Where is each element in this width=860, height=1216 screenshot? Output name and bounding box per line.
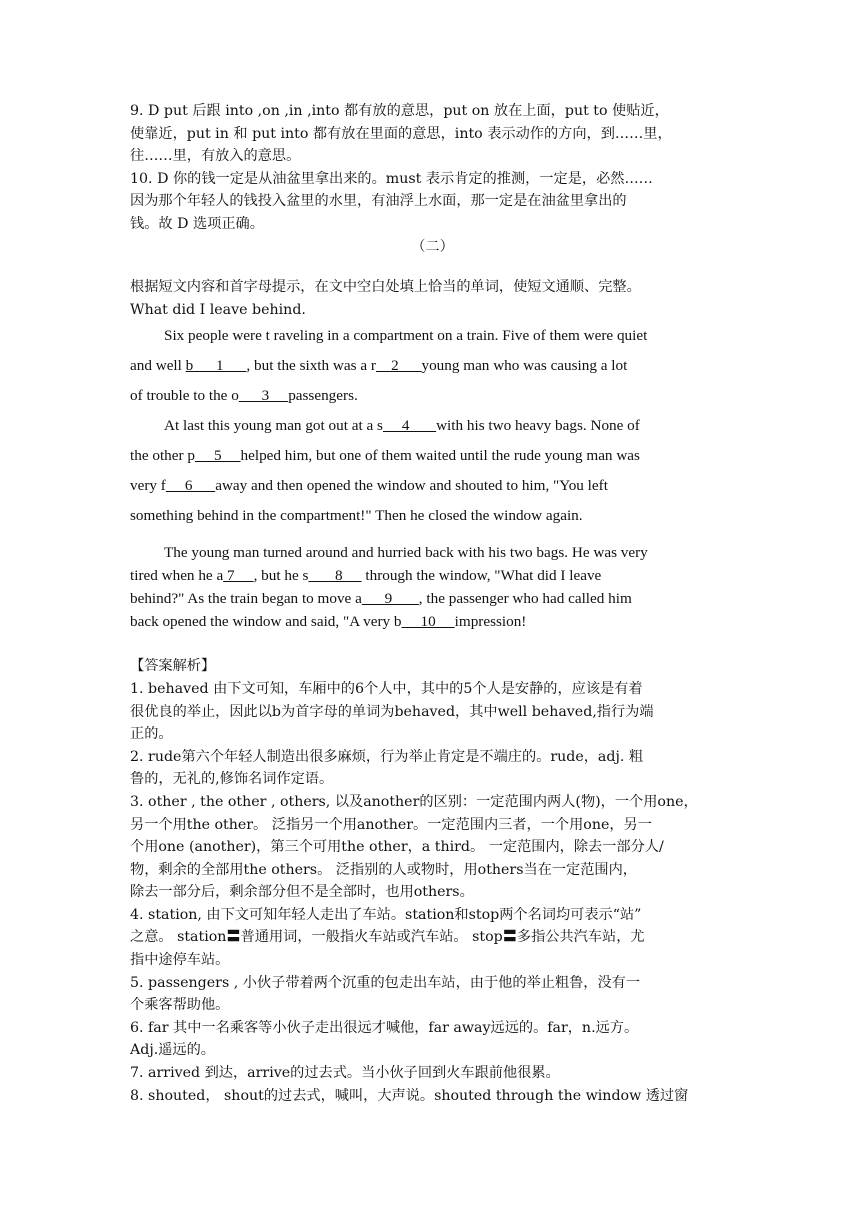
instruction: 根据短文内容和首字母提示，在文中空白处填上恰当的单词，使短文通顺、完整。 [130, 279, 641, 296]
passage-line: of trouble to the o 3 passengers. [130, 387, 358, 405]
cloze-passage [130, 321, 735, 633]
passage-line: Six people were t raveling in a compartment on a train. Five of them were quiet [164, 327, 648, 345]
blank-7: 7 [223, 567, 254, 585]
passage-line: tired when he a 7 , but he s 8 through the window, "What did I leave [130, 567, 602, 585]
text-line: 使靠近，put in 和 put into 都有放在里面的意思，into 表示动作的方向，到……里， [130, 125, 672, 142]
text-line: 因为那个年轻人的钱投入盆里的水里，有油浮上水面，那一定是在油盆里拿出的 [130, 193, 627, 210]
analysis-line: 指中途停车站。 [130, 952, 230, 969]
analysis-line: 7. arrived 到达，arrive的过去式。当小伙子回到火车跟前他很累。 [130, 1065, 560, 1082]
analysis-line: 另一个用the other。 泛指另一个用another。一定范围内三者，一个用one，另一 [130, 816, 652, 833]
passage-line: back opened the window and said, "A very b 10 impression! [130, 613, 527, 631]
analysis-line: 正的。 [130, 726, 173, 743]
section-marker: （二） [411, 238, 454, 255]
analysis-line: Adj.遥远的。 [130, 1042, 215, 1059]
blank-3: 3 [238, 387, 289, 405]
analysis-line: 2. rude第六个年轻人制造出很多麻烦，行为举止肯定是不端庄的。rude，adj. 粗 [130, 748, 644, 765]
analysis-line: 3. other , the other , others, 以及another的区别：一定范围内两人(物)，一个用one， [130, 793, 698, 810]
blank-6: 6 [165, 477, 216, 495]
passage-line: something behind in the compartment!" Then he closed the window again. [130, 507, 583, 525]
passage-line: the other p 5 helped him, but one of them waited until the rude young man was [130, 447, 640, 465]
passage-title: What did I leave behind. [130, 301, 306, 318]
passage-line: very f 6 away and then opened the window and shouted to him, "You left [130, 477, 608, 495]
blank-1: b 1 [185, 357, 247, 375]
blank-10: 10 [401, 613, 455, 631]
analysis-line: 1. behaved 由下文可知，车厢中的6个人中，其中的5个人是安静的，应该是有着 [130, 680, 643, 697]
previous-answer-10 [130, 168, 735, 236]
text-line: 钱。故 D 选项正确。 [130, 215, 264, 232]
blank-4: 4 [382, 417, 437, 435]
analysis-line: 6. far 其中一名乘客等小伙子走出很远才喊他，far away远远的。far，n.远方。 [130, 1019, 639, 1036]
text-line: 10. D 你的钱一定是从油盆里拿出来的。must 表示肯定的推测，一定是，必然…… [130, 170, 653, 187]
analysis-line: 之意。 station〓普通用词，一般指火车站或汽车站。 stop〓多指公共汽车站，尤 [130, 929, 645, 946]
analysis-line: 8. shouted， shout的过去式，喊叫，大声说。shouted through the window 透过窗 [130, 1087, 689, 1104]
analysis-line: 物，剩余的全部用the others。 泛指别的人或物时，用others当在一定范围内， [130, 861, 637, 878]
analysis-line: 很优良的举止，因此以b为首字母的单词为behaved，其中well behaved,指行为端 [130, 703, 654, 720]
analysis-header: 【答案解析】 [130, 658, 216, 675]
document-page [130, 100, 735, 1107]
blank-2: 2 [375, 357, 422, 375]
passage-line: behind?" As the train began to move a 9 , the passenger who had called him [130, 590, 632, 608]
blank-8: 8 [308, 567, 362, 585]
text-line: 往……里，有放入的意思。 [130, 148, 301, 165]
blank-5: 5 [194, 447, 241, 465]
analysis-line: 5. passengers , 小伙子带着两个沉重的包走出车站，由于他的举止粗鲁，没有一 [130, 974, 641, 991]
passage-line: and well b 1 , but the sixth was a r 2 young man who was causing a lot [130, 357, 628, 375]
analysis-line: 个用one (another)，第三个可用the other，a third。 一定范围内，除去一部分人/ [130, 839, 664, 856]
previous-answer-9 [130, 100, 735, 168]
blank-9: 9 [361, 590, 419, 608]
passage-line: The young man turned around and hurried back with his two bags. He was very [164, 544, 648, 562]
analysis-line: 4. station, 由下文可知年轻人走出了车站。station和stop两个名词均可表示“站” [130, 906, 642, 923]
passage-line: At last this young man got out at a s 4 with his two heavy bags. None of [164, 417, 640, 435]
analysis-line: 鲁的，无礼的,修饰名词作定语。 [130, 771, 334, 788]
analysis-line: 除去一部分后，剩余部分但不是全部时，也用others。 [130, 884, 474, 901]
analysis-list [130, 678, 735, 1107]
text-line: 9. D put 后跟 into ,on ,in ,into 都有放的意思，put on 放在上面，put to 使贴近， [130, 103, 669, 119]
analysis-line: 个乘客帮助他。 [130, 997, 230, 1014]
